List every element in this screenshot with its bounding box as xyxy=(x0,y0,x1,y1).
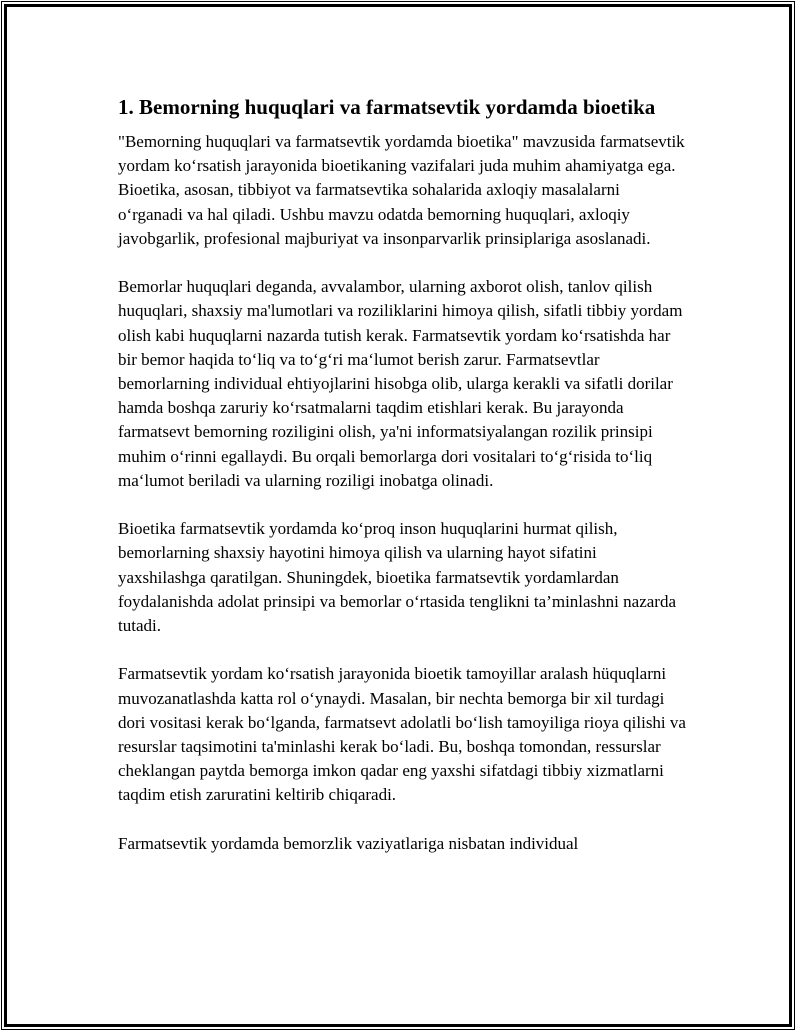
paragraph-bioethics-focus: Bioetika farmatsevtik yordamda ko‘proq inson huquqlarini hurmat qilish, bemorlarning shaxsiy hayotini himoya qilish va ularning hayot sifatini yaxshilashga qaratilgan. Shuningdek, bioetika farmatsevtik yordamlardan foydalanishda adolat prinsipi va bemorlar o‘rtasida tenglikni ta’minlashni nazarda tutadi. xyxy=(118,519,676,636)
paragraph-intro: "Bemorning huquqlari va farmatsevtik yordamda bioetika" mavzusida farmatsevtik yordam ko‘rsatish jarayonida bioetikaning vazifalari juda muhim ahamiyatga ega. Bioetika, asosan, tibbiyot va farmatsevtika sohalarida axloqiy masalalarni o‘rganadi va hal qiladi. Ushbu mavzu odatda bemorning huquqlari, axloqiy javobgarlik, profesional majburiyat va insonparvarlik prinsiplariga asoslanadi. xyxy=(118,132,685,248)
paragraph-principles-balance: Farmatsevtik yordam ko‘rsatish jarayonida bioetik tamoyillar aralash hüquqlarni muvozanatlashda katta rol o‘ynaydi. Masalan, bir nechta bemorga bir xil turdagi dori vositasi kerak bo‘lganda, farmatsevt adolatli bo‘lish tamoyiliga rioya qilishi va resurslar taqsimotini ta'minlashi kerak bo‘ladi. Bu, boshqa tomondan, ressurslar cheklangan paytda bemorga imkon qadar eng yaxshi sifatdagi tibbiy xizmatlarni taqdim etish zaruratini keltirib chiqaradi. xyxy=(118,664,686,805)
paragraph-individual-cases: Farmatsevtik yordamda bemorzlik vaziyatlariga nisbatan individual xyxy=(118,833,579,853)
section-heading: 1. Bemorning huquqlari va farmatsevtik yordamda bioetika xyxy=(118,95,656,119)
document-body xyxy=(118,94,688,880)
paragraph-patient-rights: Bemorlar huquqlari deganda, avvalambor, ularning axborot olish, tanlov qilish huquqlari, shaxsiy ma'lumotlari va roziliklarini himoya qilish, sifatli tibbiy yordam olish kabi huquqlarni nazarda tutish kerak. Farmatsevtik yordam ko‘rsatishda har bir bemor haqida to‘liq va to‘g‘ri ma‘lumot berish zarur. Farmatsevtlar bemorlarning individual ehtiyojlarini hisobga olib, ularga kerakli va sifatli dorilar hamda boshqa zaruriy ko‘rsatmalarni taqdim etishlari kerak. Bu jarayonda farmatsevt bemorning roziligini olish, ya'ni informatsiyalangan rozilik prinsipi muhim o‘rinni egallaydi. Bu orqali bemorlarga dori vositalari to‘g‘risida to‘liq ma‘lumot beriladi va ularning roziligi inobatga olinadi. xyxy=(118,277,683,490)
